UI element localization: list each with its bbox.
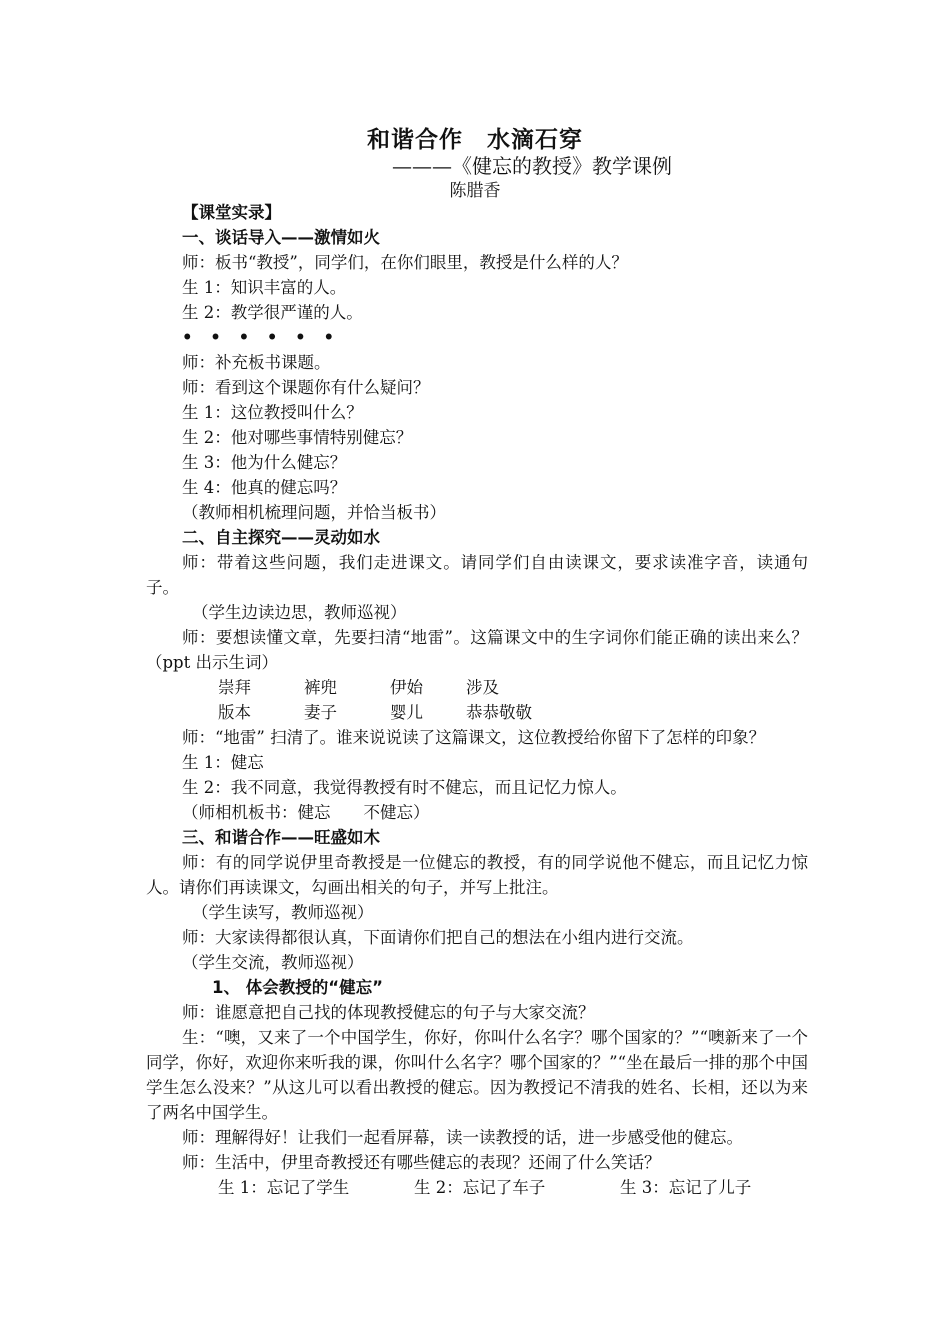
paragraph: 师：补充板书课题。 bbox=[182, 353, 331, 372]
section-1-heading: 一、谈话导入——激情如火 bbox=[182, 228, 380, 247]
paragraph: 生 4：他真的健忘吗？ bbox=[182, 478, 347, 497]
paragraph: 师：生活中，伊里奇教授还有哪些健忘的表现？还闹了什么笑话？ bbox=[182, 1153, 661, 1172]
author-name: 陈腊香 bbox=[449, 181, 501, 201]
paragraph: 生 2：他对哪些事情特别健忘？ bbox=[182, 428, 413, 447]
paragraph: 师：大家读得都很认真，下面请你们把自己的想法在小组内进行交流。 bbox=[182, 928, 694, 947]
paragraph: （教师相机梳理问题，并恰当板书） bbox=[182, 503, 446, 522]
paragraph: （学生读写，教师巡视） bbox=[192, 903, 374, 922]
page-subtitle: ———《健忘的教授》教学课例 bbox=[392, 154, 672, 178]
vocab-word: 伊始 bbox=[390, 678, 423, 697]
subsection-heading: 1、 体会教授的“健忘” bbox=[212, 978, 383, 997]
vocab-word: 涉及 bbox=[466, 678, 499, 697]
vocab-word: 崇拜 bbox=[218, 678, 251, 697]
paragraph: （师相机板书：健忘 不健忘） bbox=[182, 803, 430, 822]
vocab-word: 恭恭敬敬 bbox=[466, 703, 532, 722]
answer: 生 1：忘记了学生 bbox=[218, 1178, 350, 1197]
paragraph: 生：“噢，又来了一个中国学生，你好，你叫什么名字？哪个国家的？”“噢新来了一个同学，你好，欢迎你来听我的课，你叫什么名字？哪个国家的？”“坐在最后一排的那个中国学生怎么没来？”从这儿可以看出教授的健忘。因为教授记不清我的姓名、长相，还以为来了两名中国学生。 bbox=[146, 1028, 808, 1122]
paragraph: 师：谁愿意把自己找的体现教授健忘的句子与大家交流？ bbox=[182, 1003, 595, 1022]
paragraph: 师：要想读懂文章，先要扫清“地雷”。这篇课文中的生字词你们能正确的读出来么？（ppt 出示生词） bbox=[146, 628, 808, 672]
paragraph: 师：有的同学说伊里奇教授是一位健忘的教授，有的同学说他不健忘，而且记忆力惊人。请你们再读课文，勾画出相关的句子，并写上批注。 bbox=[146, 853, 808, 897]
vocab-row bbox=[146, 700, 808, 725]
paragraph: 师：看到这个课题你有什么疑问？ bbox=[182, 378, 430, 397]
paragraph: （学生交流，教师巡视） bbox=[182, 953, 364, 972]
paragraph: （学生边读边思，教师巡视） bbox=[192, 603, 407, 622]
paragraph: 师：带着这些问题，我们走进课文。请同学们自由读课文，要求读准字音，读通句子。 bbox=[146, 553, 808, 597]
vocab-word: 版本 bbox=[218, 703, 251, 722]
paragraph: 生 2：我不同意，我觉得教授有时不健忘，而且记忆力惊人。 bbox=[182, 778, 627, 797]
paragraph: 生 3：他为什么健忘？ bbox=[182, 453, 347, 472]
paragraph: 生 1：健忘 bbox=[182, 753, 264, 772]
vocab-word: 婴儿 bbox=[390, 703, 423, 722]
paragraph: 师：板书“教授”，同学们，在你们眼里，教授是什么样的人？ bbox=[182, 253, 628, 272]
page-title: 和谐合作 水滴石穿 bbox=[367, 127, 583, 153]
paragraph: 生 2：教学很严谨的人。 bbox=[182, 303, 363, 322]
section-label: 【课堂实录】 bbox=[182, 203, 281, 222]
answer-row bbox=[146, 1175, 808, 1200]
vocab-word: 裤兜 bbox=[304, 678, 337, 697]
paragraph: 生 1：知识丰富的人。 bbox=[182, 278, 347, 297]
ellipsis-dots: • • • • • • bbox=[182, 328, 340, 347]
section-2-heading: 二、自主探究——灵动如水 bbox=[182, 528, 380, 547]
section-3-heading: 三、和谐合作——旺盛如木 bbox=[182, 828, 380, 847]
vocab-row bbox=[146, 675, 808, 700]
answer: 生 3：忘记了儿子 bbox=[620, 1178, 752, 1197]
answer: 生 2：忘记了车子 bbox=[414, 1178, 546, 1197]
document-body bbox=[146, 200, 808, 1200]
paragraph: 生 1：这位教授叫什么？ bbox=[182, 403, 363, 422]
vocab-word: 妻子 bbox=[304, 703, 337, 722]
paragraph: 师：“地雷” 扫清了。谁来说说读了这篇课文，这位教授给你留下了怎样的印象？ bbox=[182, 728, 766, 747]
paragraph: 师：理解得好！让我们一起看屏幕，读一读教授的话，进一步感受他的健忘。 bbox=[182, 1128, 743, 1147]
